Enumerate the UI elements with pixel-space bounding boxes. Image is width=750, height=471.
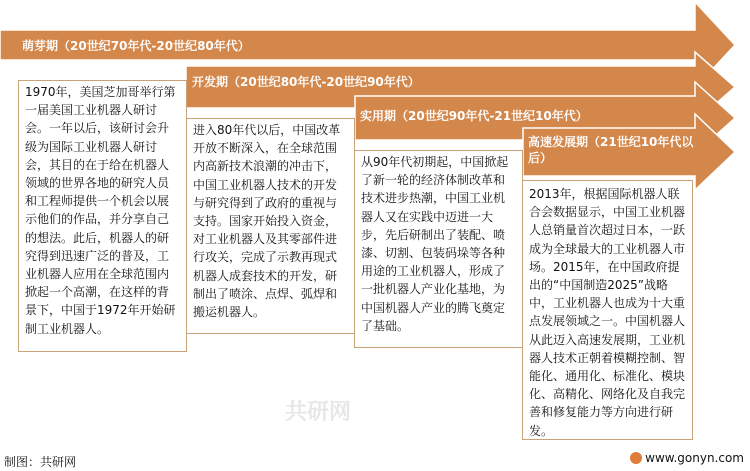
site-label: www.gonyn.com [645, 451, 744, 465]
phase-title-3: 实用期（20世纪90年代-21世纪10年代） [360, 109, 588, 123]
phase-title-2: 开发期（20世纪80年代-20世纪90年代） [192, 75, 420, 89]
phase-text-box-4 [522, 180, 693, 440]
phase-text-box-1 [18, 80, 187, 352]
phase-title-4: 高速发展期（21世纪10年代以后） [528, 135, 694, 165]
phase-text-1: 1970年，美国芝加哥举行第一届美国工业机器人研讨会。一年以后，该研讨会升级为国际工业机器人研讨会，其目的在于给在机器人领域的世界各地的研究人员和工程师提供一个机会以展示他们的作品，并分享自己的想法。此后，机器人的研究得到迅速广泛的普及，工业机器人应用在全球范围内掀起一个高潮，在这样的背景下，中国于1972年开始研制工业机器人。 [25, 85, 176, 336]
gonyn-logo-icon [630, 452, 642, 464]
site-label-wrap [630, 451, 744, 465]
phase-text-box-3 [354, 150, 523, 348]
phase-text-2: 进入80年代以后，中国改革开放不断深入，在全球范围内高新技术浪潮的冲击下，中国工业机器人技术的开发与研究得到了政府的重视与支持。国家开始投入资金，对工业机器人及其零部件进行攻关，完成了示教再现式机器人成套技术的开发，研制出了喷涂、点焊、弧焊和搬运机器人。 [193, 123, 341, 320]
watermark: 共研网 [285, 400, 352, 425]
source-label: 制图：共研网 [4, 455, 77, 469]
phase-title-1: 萌芽期（20世纪70年代-20世纪80年代） [22, 39, 250, 53]
phase-text-3: 从90年代初期起，中国掀起了新一轮的经济体制改革和技术进步热潮，中国工业机器人又在实践中迈进一大步，先后研制出了装配、喷漆、切割、包装码垛等各种用途的工业机器人，形成了一批机器人产业化基地，为中国机器人产业的腾飞奠定了基础。 [361, 155, 509, 333]
phase-text-box-2 [186, 118, 355, 334]
phase-text-4: 2013年，根据国际机器人联合会数据显示，中国工业机器人总销量首次超过日本，一跃成为全球最大的工业机器人市场。2015年，在中国政府提出的“中国制造2025”战略中，工业机器人也成为十大重点发展领域之一。中国机器人从此迈入高速发展期，工业机器人技术正朝着模糊控制、智能化、通用化、标准化、模块化、高精化、网络化及自我完善和修复能力等方向进行研发。 [529, 187, 686, 438]
